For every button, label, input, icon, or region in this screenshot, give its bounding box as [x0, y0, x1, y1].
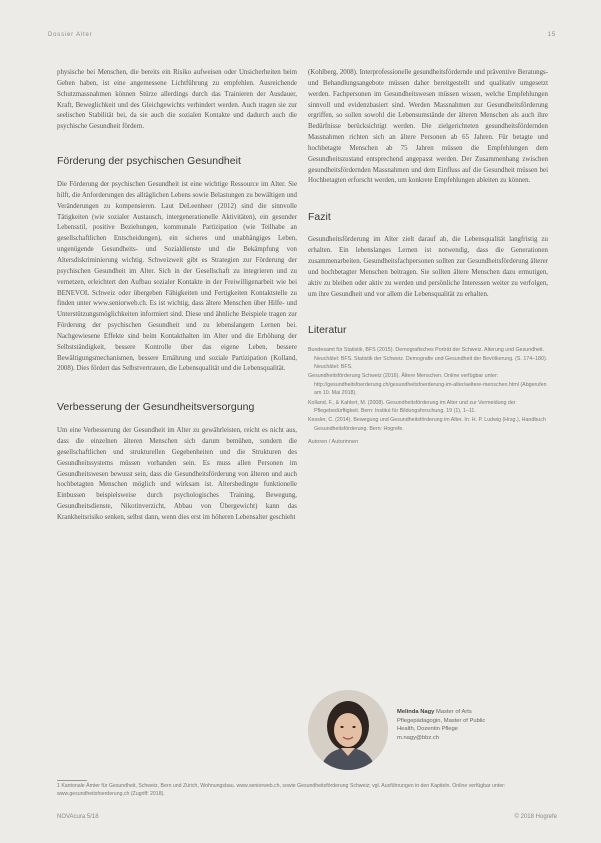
section-continued: (Kohlberg, 2008). Interprofessionelle gesundheitsfördernde und präventive Beratungs- und Behandlungsangebote müssen daher bereitgestellt und qualitativ umgesetzt werden. Fachpersonen im Gesundheitswesen müssen wissen, welche Empfehlungen sinnvoll und evidenzbasiert sind. Werden Massnahmen zur Gesundheitsförderung ergriffen, so sollen sowohl die Lebensumstände der älteren Menschen als auch ihre Bedürfnisse berücksichtigt werden. Die zielgerichteten gesundheitsfördernden Massnahmen richten sich an ältere Personen ab 65 Jahren. Für betagte und hochbetagte Menschen ab 75 Jahren müssen die Empfehlungen dem Gesundheitszustand entsprechend angepasst werden. Der Zusammenhang zwischen gesundheitsfördernden Massnahmen und dem Einfluss auf die Gesundheit müssen bei Hochbetagten erforscht werden, um konkrete Empfehlungen ableiten zu können. [308, 69, 548, 185]
author-email: m.nagy@bbz.ch [397, 734, 439, 741]
footer-journal: NOVAcura 5/18 [57, 814, 99, 820]
right-column [308, 68, 548, 445]
reference-item: Kolland, F., & Kahlert, M. (2008). Gesundheitsförderung im Alter und zur Vermeidung der Pflegebedürftigkeit. Bern: Institut für Bildungsforschung, 19 (1), 1–11. [308, 399, 516, 414]
running-head-section: Dossier Alter [48, 32, 93, 38]
author-name: Melinda Nagy [397, 709, 435, 715]
section-gesundheitsversorgung: Um eine Verbesserung der Gesundheit im Alter zu gewährleisten, reicht es nicht aus, dass die einzelnen älteren Menschen sich darum bemühen, sondern die gesellschaftlichen und strukturellen Gegebenheiten und die Strukturen des Gesundheitssystems müssen vorhanden sein. Es muss allen Personen im Gesundheitswesen bewusst sein, dass die Gesundheitsförderung von älteren und auch hochbetagten Menschen möglich und wirksam ist. Altersbedingte funktionelle Einbussen beispielsweise durch psychologisches Training, Bewegung, Gesundheitsdienste, Nikotinverzicht, Abbau von Übergewicht) kann das Krankheitsrisiko senken, selbst dann, wenn dies erst im höheren Lebensalter geschieht [57, 427, 297, 521]
author-detail: Pflegepädagogin, Master of Public [397, 717, 486, 724]
intro-paragraph: physische bei Menschen, die bereits ein Risiko aufweisen oder Unsicherheiten beim Gehen haben, ist eine angemessene Lichtführung zu empfehlen. Ausreichende Schutzmassnahmen können Stürze allerdings durch das Trainieren der Ausdauer, Kraft, Beweglichkeit und des Gleichgewichts verhindert werden. Auch tragen sie zur seelischen Stabilität bei, da sie auch die sozialen Kontakte und dadurch auch die psychische Gesundheit fördern. [57, 69, 297, 131]
fazit-paragraph: Gesundheitsförderung im Alter zielt darauf ab, die Lebensqualität langfristig zu erhalten. Ein lebenslanges Lernen ist notwendig, dass die Generationen zusammenarbeiten. Gesundheitsfachpersonen sollten zur Gesundheitsförderung älterer und hochbetagter Menschen beitragen. Sie sollten ältere Menschen dazu ermutigen, aktiv zu bleiben oder aktiv zu werden und persönliche Interessen weiter zu verfolgen, um ihre Gesundheit und vor allem die Lebensqualität zu erhalten. [308, 236, 548, 298]
left-column [57, 68, 297, 524]
footnote-divider [57, 780, 87, 781]
reference-item: Kessler, C. (2014). Bewegung und Gesundheitsförderung im Alter. In: H. P. Ludwig (Hrsg.), Handbuch Gesundheitsförderung. Bern: Hogrefe. [308, 417, 546, 432]
section-psychische-gesundheit: Die Förderung der psychischen Gesundheit ist eine wichtige Ressource im Alter. Sie hilft, die Anforderungen des alltäglichen Lebens sowie Belastungen zu bewältigen und Veränderungen zu kompensieren. Laut DeLeenheer (2012) sind die sinnvolle Tätigkeiten (wie sozialer Austausch, intergenerationelle Aktivitäten), ein gesunder Lebensstil, positive Beziehungen, kommunale Partizipation (wie Teilhabe an gesellschaftlichen Entscheidungen), ein sicheres und unabhängiges Leben, ungenügende Gesundheits- und Sozialdienste und die Bekämpfung von Altersdiskriminierung wichtig. Schweizweit gibt es Strategien zur Förderung der psychischen Gesundheit im Alter. Sich in der Gesellschaft zu integrieren und zu vernetzen, erleichtert den Aufbau sozialer Kontakte in der Freiwilligenarbeit wie bei BENEVOL Schweiz oder übergeben Fähigkeiten und Fertigkeiten Kontaktstelle zu finden unter www.seniorweb.ch. Es ist wichtig, dass ältere Menschen über Hilfe- und Unterstützungsmöglichkeiten informiert sind. Diese und ähnliche Beispiele tragen zur Förderung der psychischen Gesundheit und zu lebenslangem Lernen bei. Nachgewiesene Effekte sind beim Kontakthalten im Alter und die Erhöhung der Selbstständigkeit, bessere Kontrolle über das eigene Leben, bessere Bewältigungsmechanismen, bessere Ernährung und soziale Partizipation (Kolland, 2008). Dies fördert das Selbstvertrauen, die Lebensqualität und die Lebensqualität. [57, 181, 297, 373]
author-photo [308, 690, 388, 770]
heading-gesundheitsversorgung: Verbesserung der Gesundheitsversorgung [57, 401, 255, 414]
heading-psychische-gesundheit: Förderung der psychischen Gesundheit [57, 155, 241, 168]
authors-label: Autoren / Autorinnen [308, 438, 359, 445]
page-footer [57, 814, 557, 820]
heading-literatur: Literatur [308, 324, 347, 337]
heading-fazit: Fazit [308, 211, 331, 224]
page-number: 15 [547, 32, 556, 38]
author-portrait [308, 690, 388, 770]
author-info [397, 708, 557, 742]
reference-item: Bundesamt für Statistik, BFS (2015). Demografisches Porträt der Schweiz. Alterung und Gesundheit. Neuchâtel: BFS. Statistik der Schweiz. Demografie und Gesundheit der Bevölkerung. (S. 174–180). Neuchâtel: BFS. [308, 347, 548, 370]
author-detail: Health, Dozentin Pflege [397, 726, 458, 733]
running-head [48, 32, 556, 38]
footer-copyright: © 2018 Hogrefe [514, 814, 557, 820]
reference-item: Gesundheitsförderung Schweiz (2016). Ältere Menschen. Online verfügbar unter: http://gesundheitsfoerderung.ch/gesundheitsfoerderung-im-alter/aeltere-menschen.html (Abgerufen am 10. Mai 2018). [308, 373, 547, 396]
reference-list [308, 346, 548, 433]
author-title: Master of Arts [436, 709, 472, 715]
footnote: 1 Kantonale Ämter für Gesundheit, Schweiz, Bern und Zürich, Wohnungsbau. www.seniorweb.ch, sowie Gesundheitsförderung Schweiz; vgl. Ausführungen in den Kapiteln. Online verfügbar unter: www.gesundheitsfoerderung.ch (Zugriff: 2018). [57, 783, 506, 797]
